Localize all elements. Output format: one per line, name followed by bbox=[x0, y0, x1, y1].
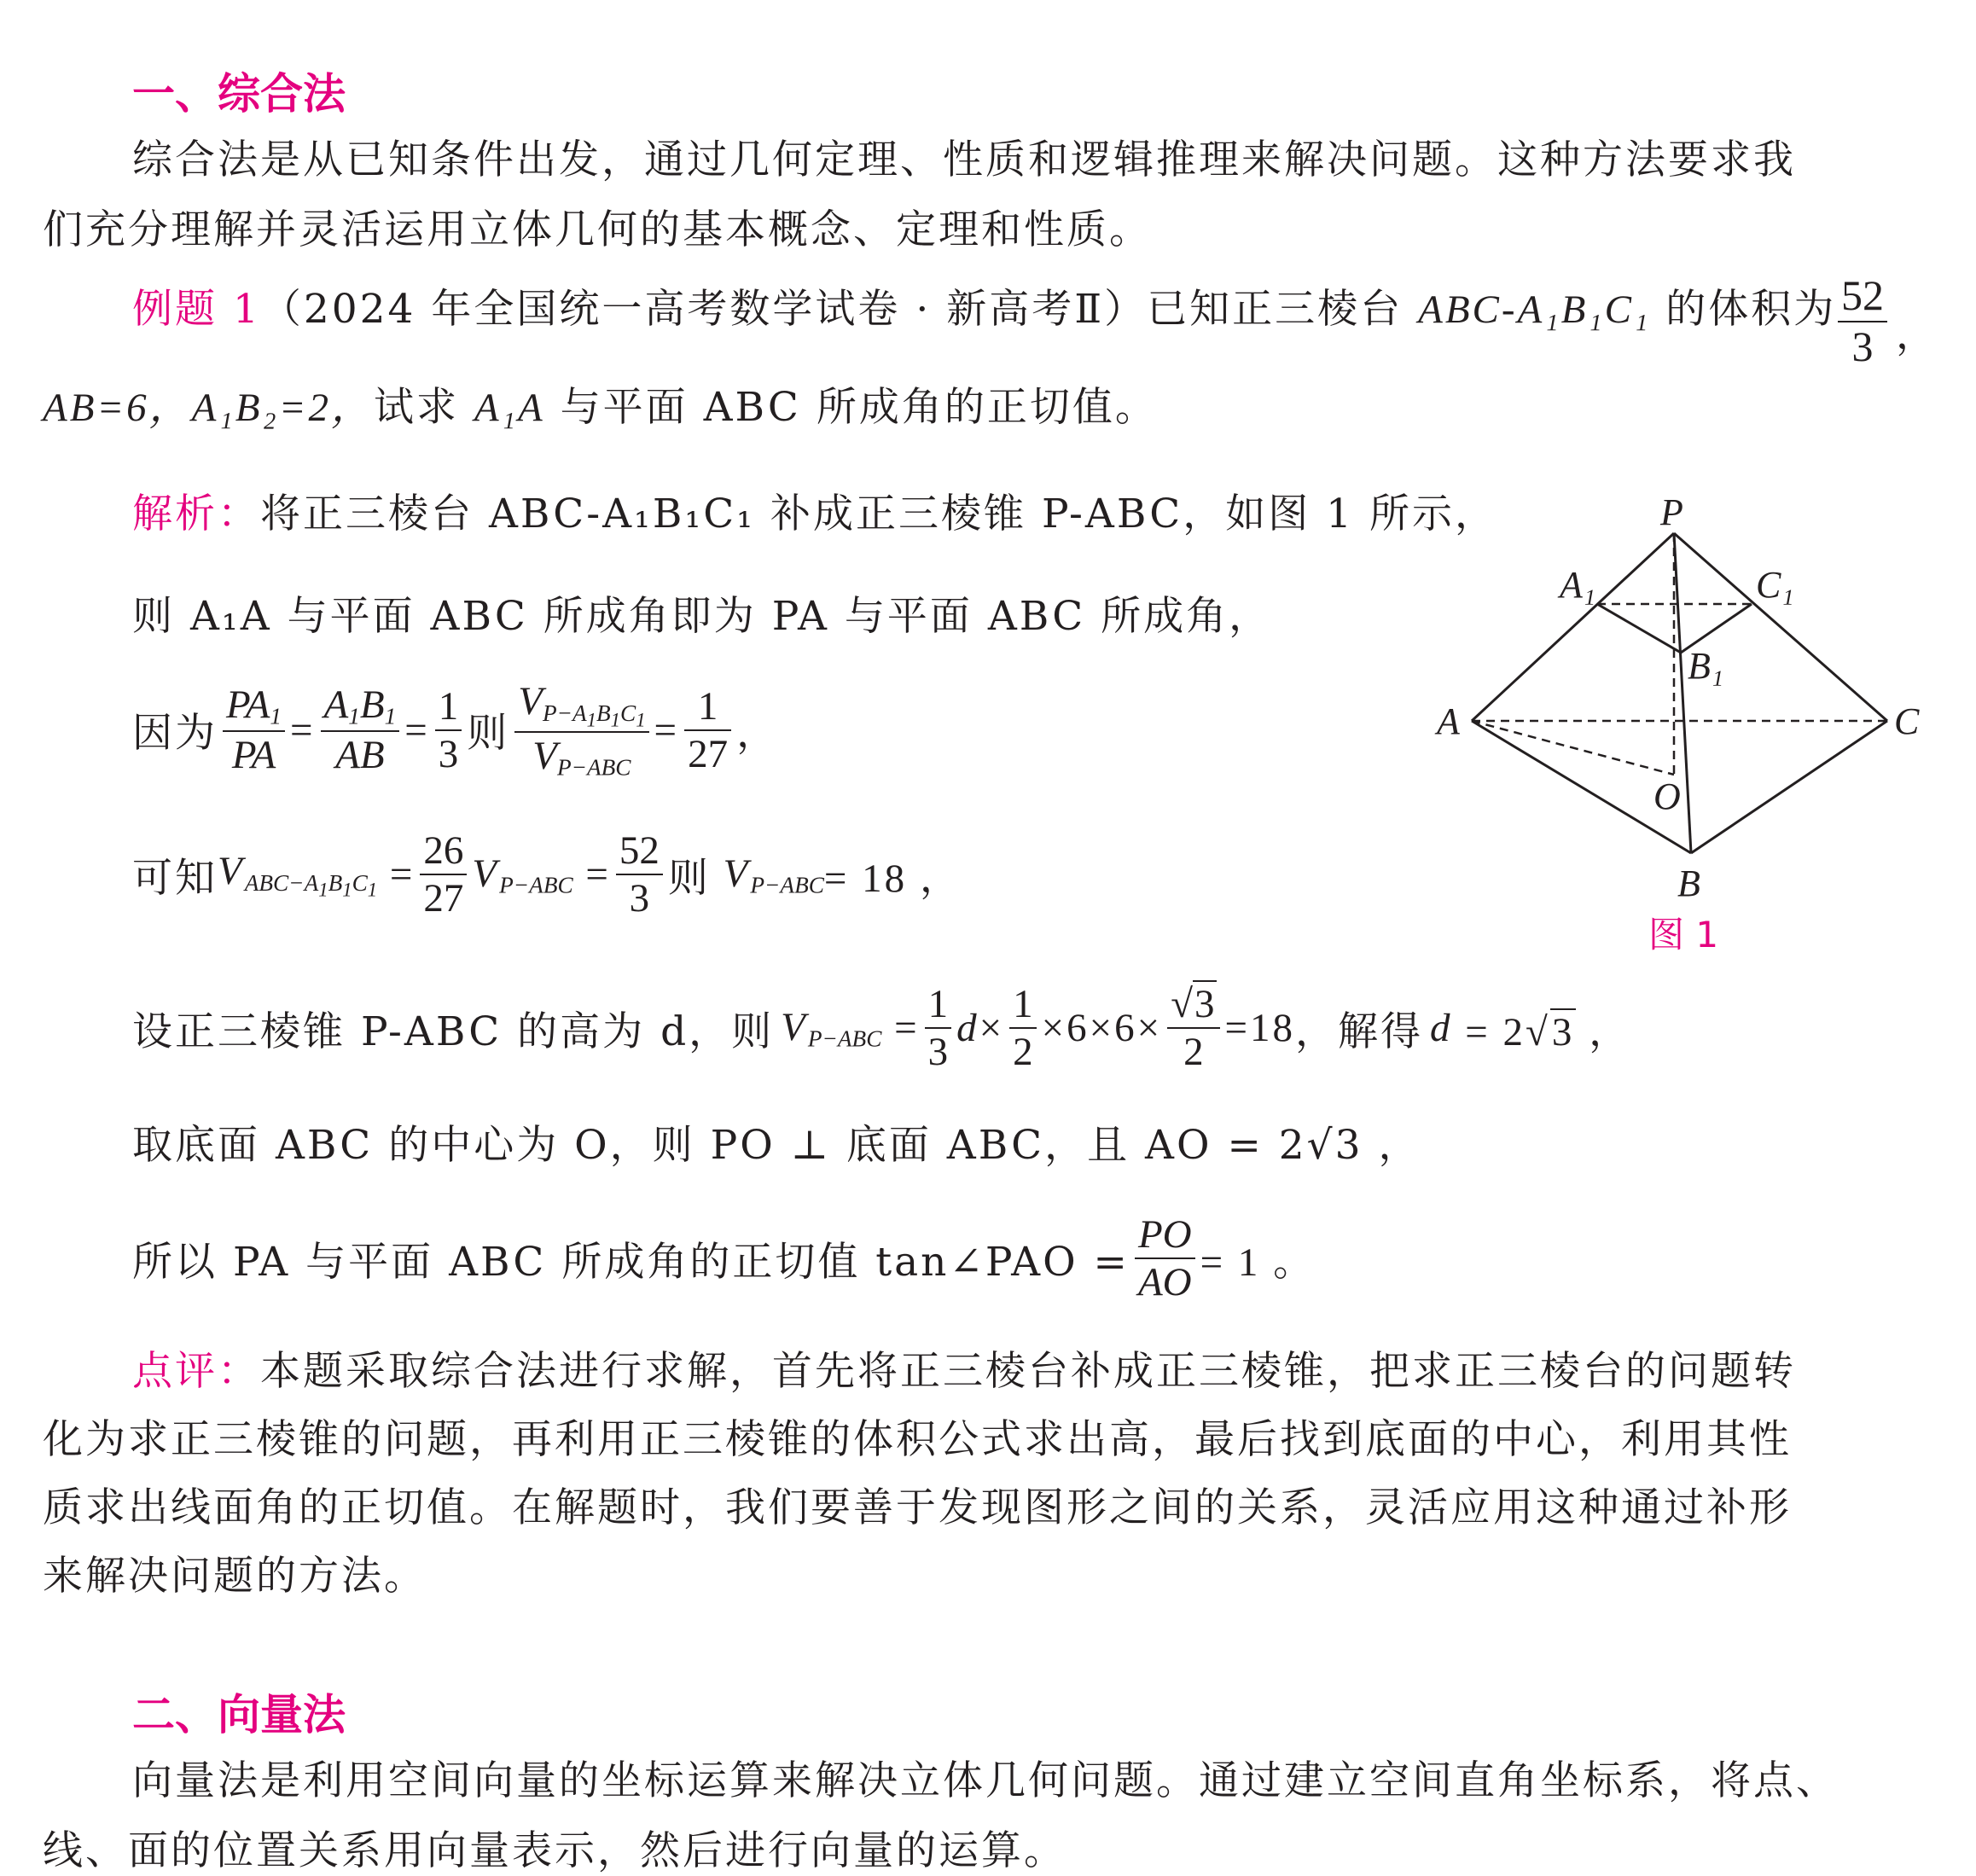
section1-intro-line2: 们充分理解并灵活运用立体几何的基本概念、定理和性质。 bbox=[43, 206, 1152, 253]
label-p: P bbox=[1660, 491, 1683, 533]
edge-cb bbox=[1691, 721, 1887, 853]
example-source: （2024 年全国统一高考数学试卷 · 新高考Ⅱ）已知正三棱台 bbox=[260, 286, 1404, 333]
label-c1: C₁ bbox=[1756, 564, 1794, 606]
label-b: B bbox=[1677, 862, 1700, 904]
comment-line1 bbox=[132, 1339, 1796, 1397]
ask-tail: 与平面 ABC 所成角的正切值。 bbox=[560, 384, 1158, 431]
step5-prefix: 设正三棱锥 P-ABC 的高为 d，则 bbox=[132, 1008, 775, 1055]
solution-step7: 所以 PA 与平面 ABC 所成角的正切值 tan∠PAO = $\frac{PO}{AO}$ = 1 。 bbox=[132, 1212, 1316, 1305]
section-heading-2: 二、向量法 bbox=[132, 1690, 346, 1740]
comment-line1-text: 本题采取综合法进行求解，首先将正三棱台补成正三棱锥，把求正三棱台的问题转 bbox=[260, 1348, 1796, 1395]
section-heading-1: 一、综合法 bbox=[132, 69, 346, 119]
example-line1 bbox=[132, 277, 1836, 334]
label-a1: A₁ bbox=[1560, 564, 1596, 606]
ask-text: 试求 bbox=[373, 384, 459, 431]
solution-step1-text: 将正三棱台 ABC-A₁B₁C₁ 补成正三棱锥 P-ABC，如图 1 所示， bbox=[260, 491, 1498, 537]
given-ab: AB=6， bbox=[43, 386, 192, 430]
volume-num: 52 bbox=[1838, 271, 1887, 322]
example-label: 例题 1 bbox=[132, 286, 261, 333]
comment-line4: 来解决问题的方法。 bbox=[43, 1553, 427, 1600]
comma-1: ， bbox=[1896, 311, 1938, 358]
step3-prefix: 因为 bbox=[132, 710, 218, 758]
step7-result: = 1 。 bbox=[1200, 1240, 1316, 1285]
ask-a1a: A₁A bbox=[474, 386, 545, 430]
section2-intro-line1: 向量法是利用空间向量的坐标运算来解决立体几何问题。通过建立空间直角坐标系，将点、 bbox=[132, 1757, 1839, 1804]
segment-ao bbox=[1472, 721, 1674, 775]
step4-result: = 18 ， bbox=[823, 856, 962, 901]
volume-fraction bbox=[1833, 271, 1892, 371]
solution-step2: 则 A₁A 与平面 ABC 所成角即为 PA 与平面 ABC 所成角， bbox=[132, 593, 1272, 640]
step4-prefix: 可知 bbox=[132, 854, 218, 902]
step5-solve: ，解得 bbox=[1295, 1008, 1424, 1055]
pyramid-figure bbox=[1416, 486, 1928, 964]
example-volume-text: 的体积为 bbox=[1665, 286, 1837, 333]
example-frustum: ABC-A₁B₁C₁ bbox=[1418, 287, 1651, 332]
label-o: O bbox=[1653, 775, 1681, 817]
figure-caption: 图 1 bbox=[1648, 914, 1719, 955]
volume-den: 3 bbox=[1851, 322, 1874, 370]
comment-line2: 化为求正三棱锥的问题，再利用正三棱锥的体积公式求出高，最后找到底面的中心，利用其性 bbox=[43, 1416, 1792, 1463]
step3-then: 则 bbox=[467, 710, 510, 758]
given-a1b2: A₁B₂=2， bbox=[191, 386, 374, 430]
label-b1: B₁ bbox=[1688, 645, 1724, 687]
solution-step4: 可知 $V_{ABC-A_1B_1C_1}$ = $\frac{26}{27}$ $V_{P-ABC}$ = $\frac{52}{3}$ 则 $V_{P-ABC}$ = 18 ， bbox=[132, 828, 962, 921]
section1-intro-line1: 综合法是从已知条件出发，通过几何定理、性质和逻辑推理来解决问题。这种方法要求我 bbox=[132, 136, 1796, 183]
solution-label: 解析： bbox=[132, 491, 260, 537]
label-a: A bbox=[1437, 700, 1460, 742]
comment-line3: 质求出线面角的正切值。在解题时，我们要善于发现图形之间的关系，灵活应用这种通过补形 bbox=[43, 1484, 1792, 1531]
step4-then: 则 bbox=[667, 854, 711, 902]
edge-pc bbox=[1674, 533, 1887, 721]
solution-step6: 取底面 ABC 的中心为 O，则 PO ⊥ 底面 ABC，且 AO = 2√3 ， bbox=[132, 1122, 1421, 1169]
solution-step5: 设正三棱锥 P-ABC 的高为 d，则 $V_{P-ABC}$ = $\frac{1}{3}$ d × $\frac{1}{2}$ ×6×6× $\frac{√3}{2}$ =18 ，解得 d = 2√3 ， bbox=[132, 982, 1632, 1075]
edge-a1b1 bbox=[1597, 604, 1681, 653]
step7-prefix: 所以 PA 与平面 ABC 所成角的正切值 tan∠PAO = bbox=[132, 1238, 1130, 1286]
section2-intro-line2: 线、面的位置关系用向量表示，然后进行向量的运算。 bbox=[43, 1827, 1066, 1874]
edge-pa bbox=[1472, 533, 1674, 721]
example-line2 bbox=[43, 375, 1158, 433]
solution-step1 bbox=[132, 482, 1497, 539]
label-c: C bbox=[1894, 700, 1920, 742]
solution-step3: 因为 $\frac{PA_1}{PA}$ = $\frac{A_1B_1}{AB}$ = $\frac{1}{3}$ 则 $\frac{V_{P-A_1B_1C_1}}{V_{P-ABC}}$ = $\frac{1}{27}$ ， bbox=[132, 679, 780, 781]
comment-label: 点评： bbox=[132, 1348, 260, 1395]
